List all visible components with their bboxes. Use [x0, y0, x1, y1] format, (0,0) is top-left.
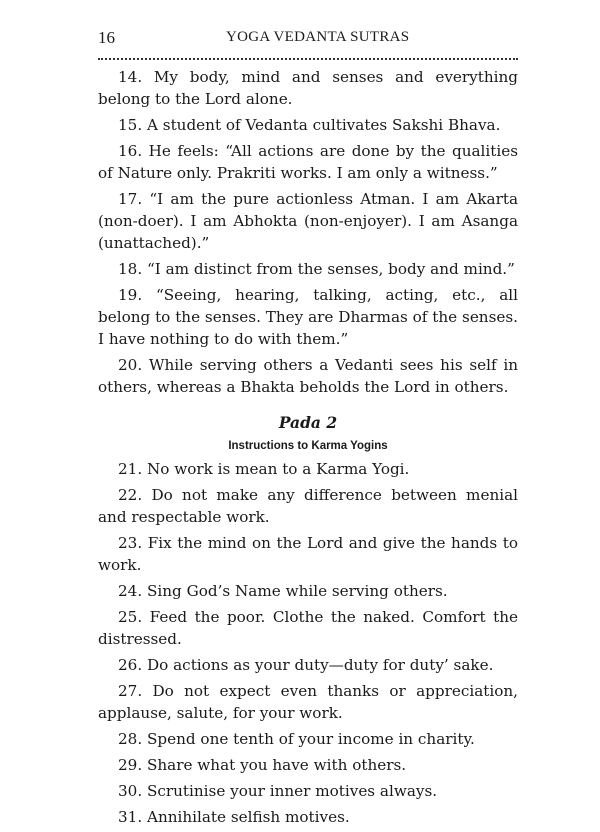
page-header	[98, 28, 518, 54]
sutra-16: 16. He feels: “All actions are done by the qualities of Nature only. Prakriti works. I am only a witness.”	[98, 142, 518, 182]
header-divider	[98, 58, 518, 60]
sutra-28: 28. Spend one tenth of your income in charity.	[118, 730, 475, 748]
sutra-31: 31. Annihilate selfish motives.	[118, 808, 350, 826]
sutra-15: 15. A student of Vedanta cultivates Sakshi Bhava.	[118, 116, 501, 134]
sutra-25: 25. Feed the poor. Clothe the naked. Comfort the distressed.	[98, 608, 518, 648]
sutra-18: 18. “I am distinct from the senses, body and mind.”	[118, 260, 515, 278]
sutra-19: 19. “Seeing, hearing, talking, acting, etc., all belong to the senses. They are Dharmas of the senses. I have nothing to do with them.”	[98, 286, 518, 348]
sutra-21: 21. No work is mean to a Karma Yogi.	[118, 460, 410, 478]
sutra-14: 14. My body, mind and senses and everything belong to the Lord alone.	[98, 68, 518, 108]
sutra-27: 27. Do not expect even thanks or appreciation, applause, salute, for your work.	[98, 682, 518, 722]
page-number: 16	[98, 28, 115, 47]
section-subheading: Instructions to Karma Yogins	[228, 440, 388, 452]
sutra-23: 23. Fix the mind on the Lord and give the hands to work.	[98, 534, 518, 574]
sutra-24: 24. Sing God’s Name while serving others.	[118, 582, 448, 600]
sutra-17: 17. “I am the pure actionless Atman. I am Akarta (non-doer). I am Abhokta (non-enjoyer). I am Asanga (unattached).”	[98, 190, 518, 252]
section-heading: Pada 2	[278, 413, 338, 432]
sutra-26: 26. Do actions as your duty—duty for duty’ sake.	[118, 656, 494, 674]
page-body	[98, 66, 518, 832]
sutra-29: 29. Share what you have with others.	[118, 756, 407, 774]
sutra-22: 22. Do not make any difference between menial and respectable work.	[98, 486, 518, 526]
sutra-30: 30. Scrutinise your inner motives always.	[118, 782, 438, 800]
sutra-20: 20. While serving others a Vedanti sees his self in others, whereas a Bhakta beholds the Lord in others.	[98, 356, 518, 396]
running-title: YOGA VEDANTA SUTRAS	[226, 29, 410, 45]
